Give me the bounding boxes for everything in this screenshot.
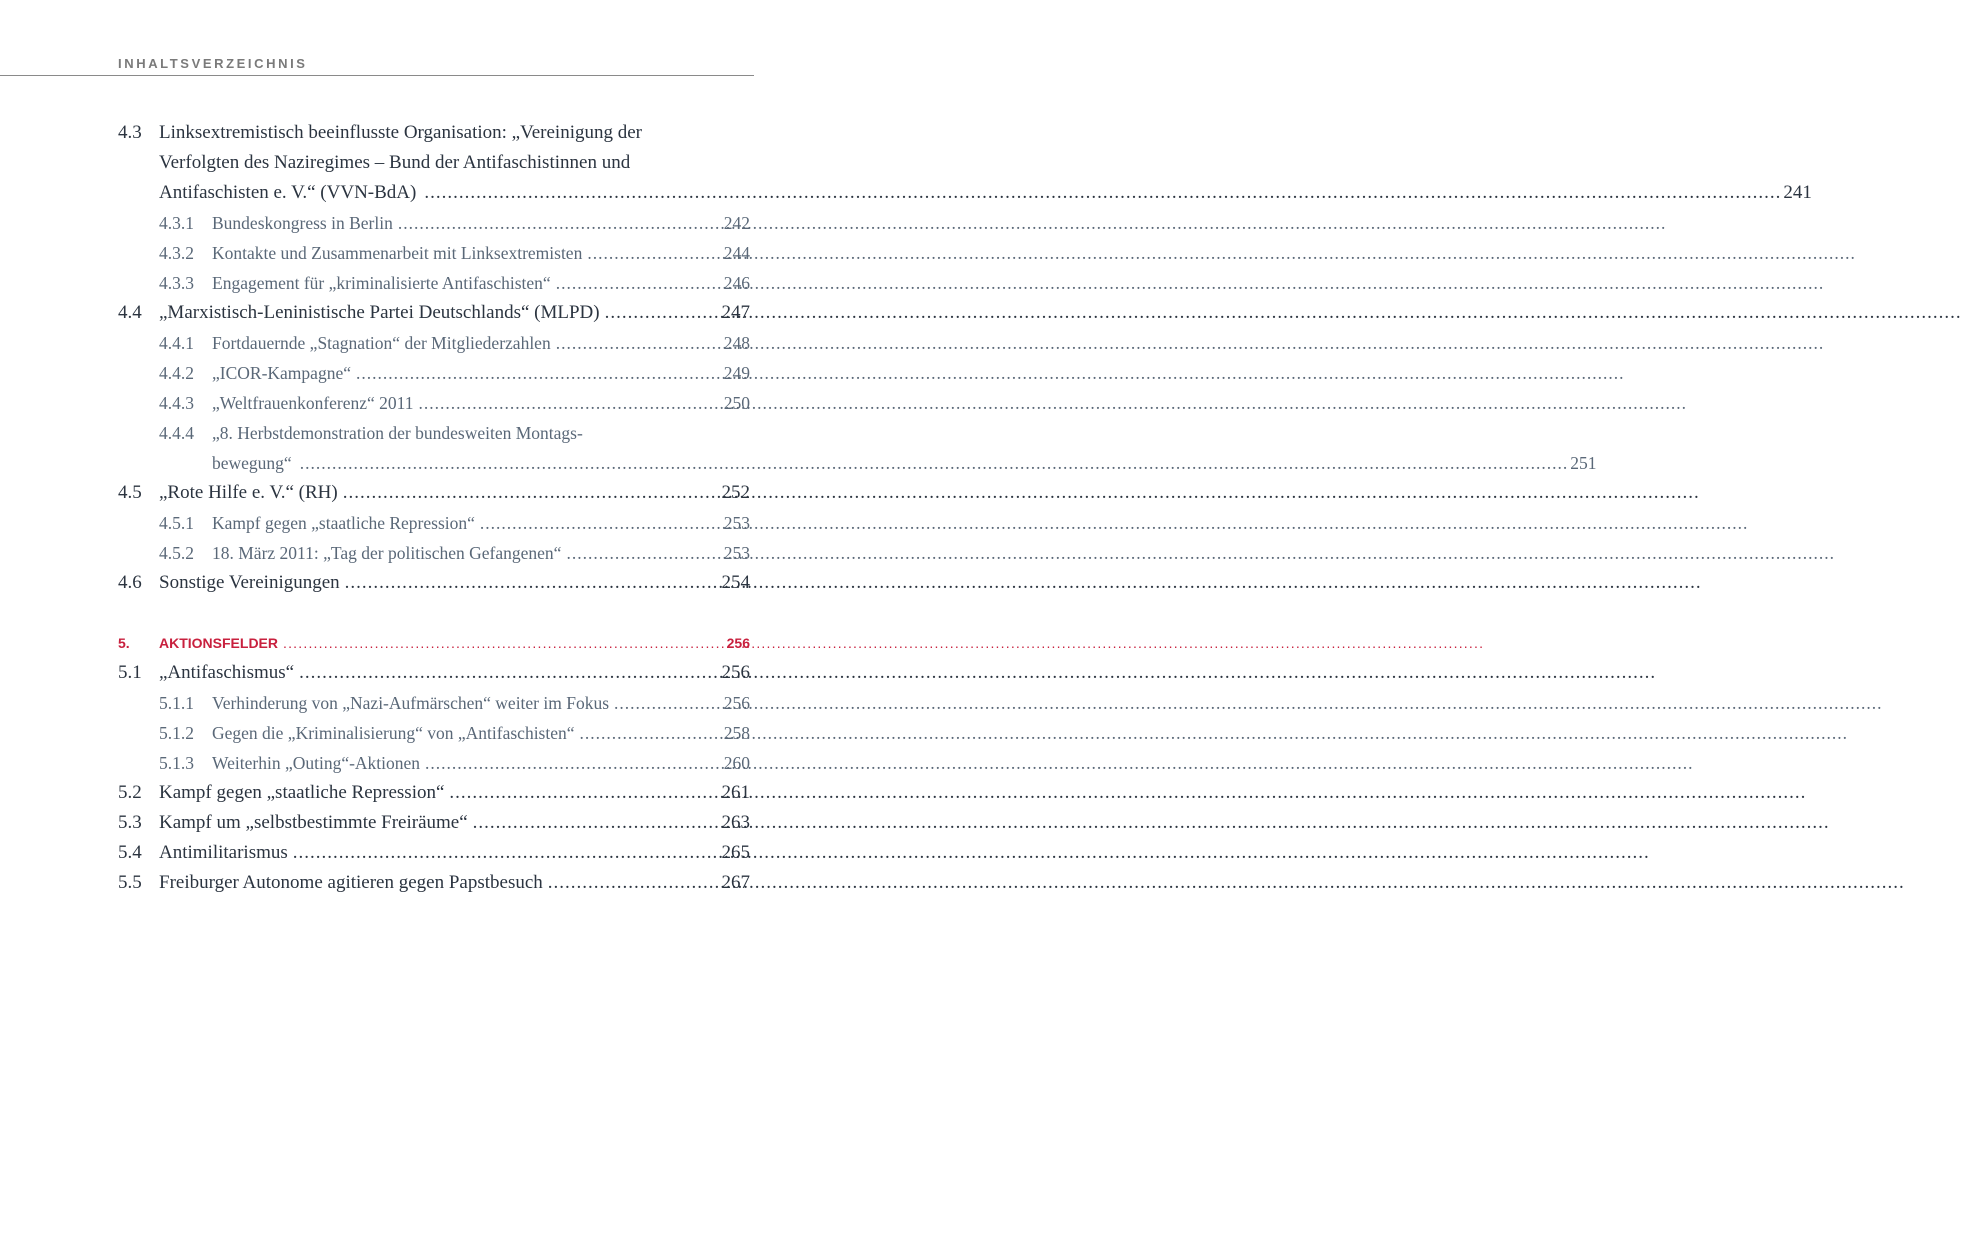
toc-title: Kampf um „selbstbestimmte Freiräume“ xyxy=(159,812,468,833)
toc-page-number: 267 xyxy=(721,872,750,893)
toc-title: Kampf gegen „staatliche Repression“ xyxy=(212,513,475,533)
toc-number: 5.5 xyxy=(118,872,142,893)
toc-entry-5-1-2[interactable] xyxy=(118,718,750,748)
toc-section-5[interactable] xyxy=(118,628,750,658)
toc-page-number: 256 xyxy=(721,662,750,683)
dot-leader xyxy=(480,508,722,538)
dot-leader xyxy=(343,478,720,508)
toc-entry-5-3[interactable] xyxy=(118,808,750,838)
dot-leader xyxy=(556,328,722,358)
toc-number: 5.1.1 xyxy=(159,693,194,713)
toc-section-title: AKTIONSFELDER xyxy=(159,635,278,651)
toc-entry-5-5[interactable] xyxy=(118,868,750,898)
toc-title-line: Verfolgten des Naziregimes – Bund der Antifaschistinnen und xyxy=(159,152,631,173)
dot-leader xyxy=(614,688,722,718)
dot-leader xyxy=(425,748,722,778)
toc-entry-4-3-3[interactable] xyxy=(118,268,750,298)
dot-leader xyxy=(556,268,722,298)
toc-number: 4.3 xyxy=(118,122,142,143)
toc-number: 5.1 xyxy=(118,662,142,683)
toc-title-line: „8. Herbstdemonstration der bundesweiten Montags- xyxy=(212,423,583,443)
header-rule xyxy=(0,75,754,76)
toc-page-number: 263 xyxy=(721,812,750,833)
toc-page-number: 254 xyxy=(721,572,750,593)
toc-page-number: 253 xyxy=(723,513,750,533)
toc-number: 5.1.2 xyxy=(159,723,194,743)
table-of-contents xyxy=(118,118,1812,898)
dot-leader xyxy=(605,298,720,328)
toc-entry-4-5[interactable] xyxy=(118,478,750,508)
toc-page-number: 249 xyxy=(723,363,750,383)
toc-title: „Rote Hilfe e. V.“ (RH) xyxy=(159,482,338,503)
toc-entry-4-6[interactable] xyxy=(118,568,750,598)
dot-leader xyxy=(419,388,722,418)
toc-title: Engagement für „kriminalisierte Antifaschisten“ xyxy=(212,273,551,293)
toc-page-number: 251 xyxy=(1570,453,1597,473)
toc-number: 4.5.1 xyxy=(159,513,194,533)
toc-number: 5.2 xyxy=(118,782,142,803)
dot-leader xyxy=(398,208,722,238)
dot-leader xyxy=(548,868,720,898)
toc-title-line: Linksextremistisch beeinflusste Organisation: „Vereinigung der xyxy=(159,122,642,143)
toc-entry-4-3[interactable] xyxy=(118,118,1812,208)
toc-page-number: 248 xyxy=(723,333,750,353)
toc-page-number: 256 xyxy=(723,693,750,713)
toc-page-number: 253 xyxy=(723,543,750,563)
toc-number: 5.4 xyxy=(118,842,142,863)
dot-leader xyxy=(300,448,1569,478)
toc-number: 4.5 xyxy=(118,482,142,503)
toc-number: 4.3.2 xyxy=(159,243,194,263)
dot-leader xyxy=(580,718,722,748)
toc-title: 18. März 2011: „Tag der politischen Gefangenen“ xyxy=(212,543,562,563)
toc-number: 5.1.3 xyxy=(159,753,194,773)
toc-page-number: 258 xyxy=(723,723,750,743)
section-spacer xyxy=(118,598,750,628)
running-head: INHALTSVERZEICHNIS xyxy=(118,56,308,71)
toc-page-number: 241 xyxy=(1783,182,1812,203)
dot-leader xyxy=(299,658,719,688)
toc-entry-4-3-2[interactable] xyxy=(118,238,750,268)
toc-entry-4-4-2[interactable] xyxy=(118,358,750,388)
dot-leader xyxy=(293,838,720,868)
dot-leader xyxy=(566,538,721,568)
toc-page-number: 256 xyxy=(726,635,750,651)
toc-title: Sonstige Vereinigungen xyxy=(159,572,340,593)
toc-title: Kontakte und Zusammenarbeit mit Linksextremisten xyxy=(212,243,583,263)
toc-title: Kampf gegen „staatliche Repression“ xyxy=(159,782,445,803)
toc-entry-5-2[interactable] xyxy=(118,778,750,808)
toc-page-number: 260 xyxy=(723,753,750,773)
toc-entry-4-4-3[interactable] xyxy=(118,388,750,418)
toc-entry-4-4[interactable] xyxy=(118,298,750,328)
toc-page-number: 252 xyxy=(721,482,750,503)
toc-entry-4-5-1[interactable] xyxy=(118,508,750,538)
toc-title: „ICOR-Kampagne“ xyxy=(212,363,351,383)
toc-page-number: 250 xyxy=(723,393,750,413)
dot-leader xyxy=(356,358,722,388)
toc-number: 4.4.4 xyxy=(159,423,194,443)
toc-number: 4.3.1 xyxy=(159,213,194,233)
toc-number: 4.5.2 xyxy=(159,543,194,563)
toc-page-number: 246 xyxy=(723,273,750,293)
toc-page-number: 265 xyxy=(721,842,750,863)
toc-title: Fortdauernde „Stagnation“ der Mitgliederzahlen xyxy=(212,333,551,353)
toc-entry-4-3-1[interactable] xyxy=(118,208,750,238)
toc-page-number: 261 xyxy=(721,782,750,803)
dot-leader xyxy=(283,628,725,658)
toc-number: 5.3 xyxy=(118,812,142,833)
toc-title: Gegen die „Kriminalisierung“ von „Antifaschisten“ xyxy=(212,723,575,743)
dot-leader xyxy=(473,808,720,838)
toc-title-line: bewegung“ xyxy=(212,453,292,473)
toc-entry-4-5-2[interactable] xyxy=(118,538,750,568)
toc-entry-5-1-3[interactable] xyxy=(118,748,750,778)
toc-entry-4-4-4[interactable] xyxy=(118,418,1597,478)
toc-entry-5-1-1[interactable] xyxy=(118,688,750,718)
toc-title: Verhinderung von „Nazi-Aufmärschen“ weiter im Fokus xyxy=(212,693,610,713)
toc-number: 4.3.3 xyxy=(159,273,194,293)
dot-leader xyxy=(424,178,1781,208)
toc-title: Weiterhin „Outing“-Aktionen xyxy=(212,753,421,773)
dot-leader xyxy=(587,238,721,268)
toc-number: 4.4.3 xyxy=(159,393,194,413)
toc-entry-5-4[interactable] xyxy=(118,838,750,868)
toc-title: Freiburger Autonome agitieren gegen Papstbesuch xyxy=(159,872,543,893)
toc-title: „Weltfrauenkonferenz“ 2011 xyxy=(212,393,414,413)
toc-title-line: Antifaschisten e. V.“ (VVN-BdA) xyxy=(159,182,417,203)
toc-entry-5-1[interactable] xyxy=(118,658,750,688)
toc-title: Antimilitarismus xyxy=(159,842,288,863)
toc-title: „Antifaschismus“ xyxy=(159,662,295,683)
toc-title: Bundeskongress in Berlin xyxy=(212,213,393,233)
toc-title: „Marxistisch-Leninistische Partei Deutschlands“ (MLPD) xyxy=(159,302,600,323)
toc-number: 4.4.1 xyxy=(159,333,194,353)
dot-leader xyxy=(449,778,719,808)
toc-number: 5. xyxy=(118,635,130,651)
toc-number: 4.4 xyxy=(118,302,142,323)
toc-number: 4.4.2 xyxy=(159,363,194,383)
dot-leader xyxy=(345,568,720,598)
toc-entry-4-4-1[interactable] xyxy=(118,328,750,358)
toc-page-number: 244 xyxy=(723,243,750,263)
toc-page-number: 247 xyxy=(721,302,750,323)
toc-number: 4.6 xyxy=(118,572,142,593)
toc-page-number: 242 xyxy=(723,213,750,233)
